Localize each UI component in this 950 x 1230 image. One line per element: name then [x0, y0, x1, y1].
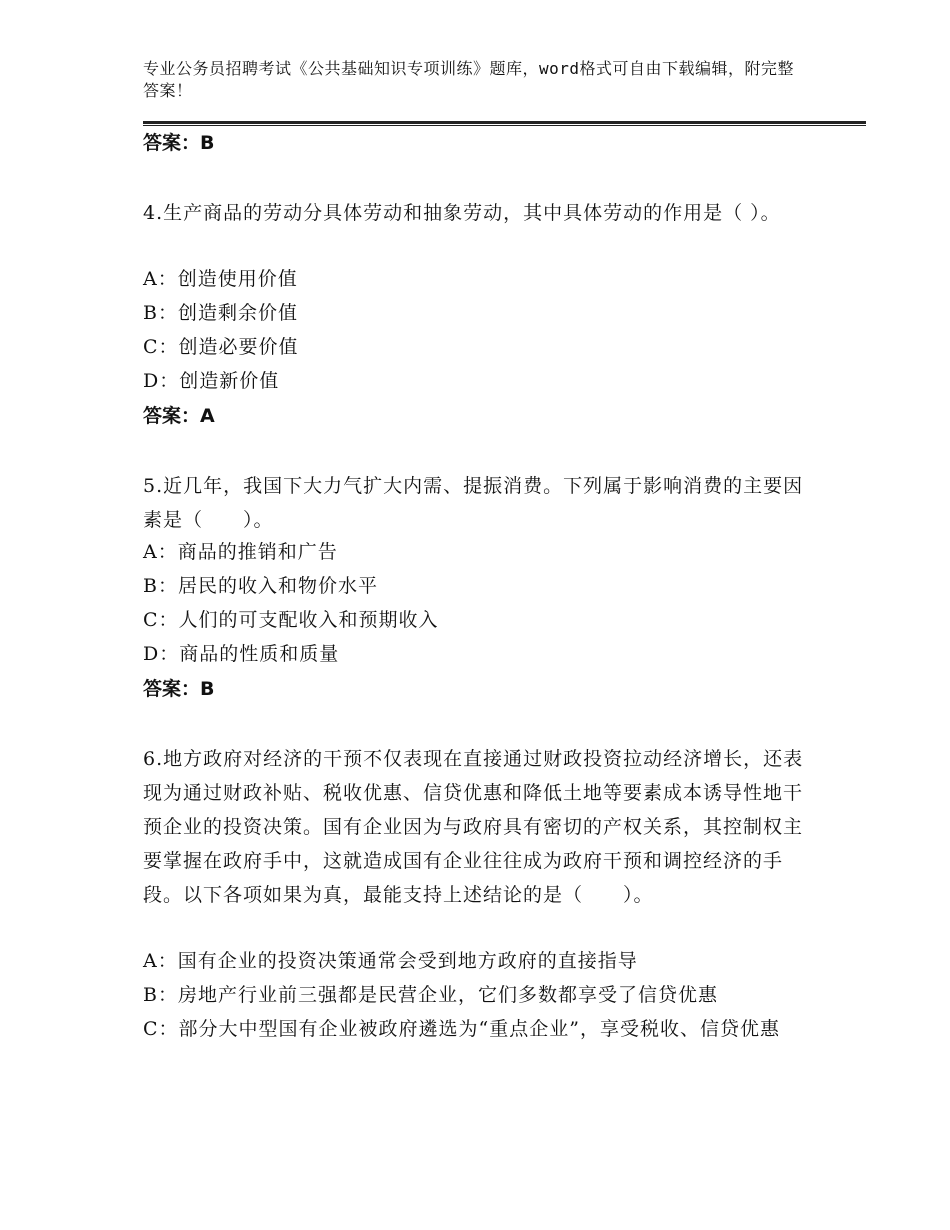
header-divider-thin: [143, 125, 866, 126]
question-6-option-a: A：国有企业的投资决策通常会受到地方政府的直接指导: [143, 950, 638, 972]
question-6-option-c: C：部分大中型国有企业被政府遴选为“重点企业”，享受税收、信贷优惠: [143, 1018, 780, 1040]
answer-previous: 答案：B: [143, 132, 215, 154]
question-4-option-a: A：创造使用价值: [143, 268, 298, 290]
question-6-stem: 6.地方政府对经济的干预不仅表现在直接通过财政投资拉动经济增长，还表现为通过财政补贴、税收优惠、信贷优惠和降低土地等要素成本诱导性地干预企业的投资决策。国有企业因为与政府具有密切的产权关系，其控制权主要掌握在政府手中，这就造成国有企业往往成为政府干预和调控经济的手段。以下各项如果为真，最能支持上述结论的是（ ）。: [143, 748, 804, 906]
question-6-option-b: B：房地产行业前三强都是民营企业，它们多数都享受了信贷优惠: [143, 984, 718, 1006]
question-5-option-b: B：居民的收入和物价水平: [143, 575, 378, 597]
question-4-option-c: C：创造必要价值: [143, 336, 299, 358]
question-4-option-d: D：创造新价值: [143, 370, 280, 392]
question-5-answer: 答案：B: [143, 678, 215, 700]
document-header: 专业公务员招聘考试《公共基础知识专项训练》题库，word格式可自由下载编辑，附完整答案！: [143, 59, 795, 100]
question-5-option-d: D：商品的性质和质量: [143, 643, 340, 665]
question-4-option-b: B：创造剩余价值: [143, 302, 298, 324]
header-divider: [143, 121, 866, 124]
question-5-option-a: A：商品的推销和广告: [143, 541, 338, 563]
question-5-stem: 5.近几年，我国下大力气扩大内需、提振消费。下列属于影响消费的主要因素是（ ）。: [143, 475, 804, 531]
question-4-answer: 答案：A: [143, 405, 215, 427]
question-4-stem: 4.生产商品的劳动分具体劳动和抽象劳动，其中具体劳动的作用是（ ）。: [143, 202, 781, 224]
question-5-option-c: C：人们的可支配收入和预期收入: [143, 609, 439, 631]
